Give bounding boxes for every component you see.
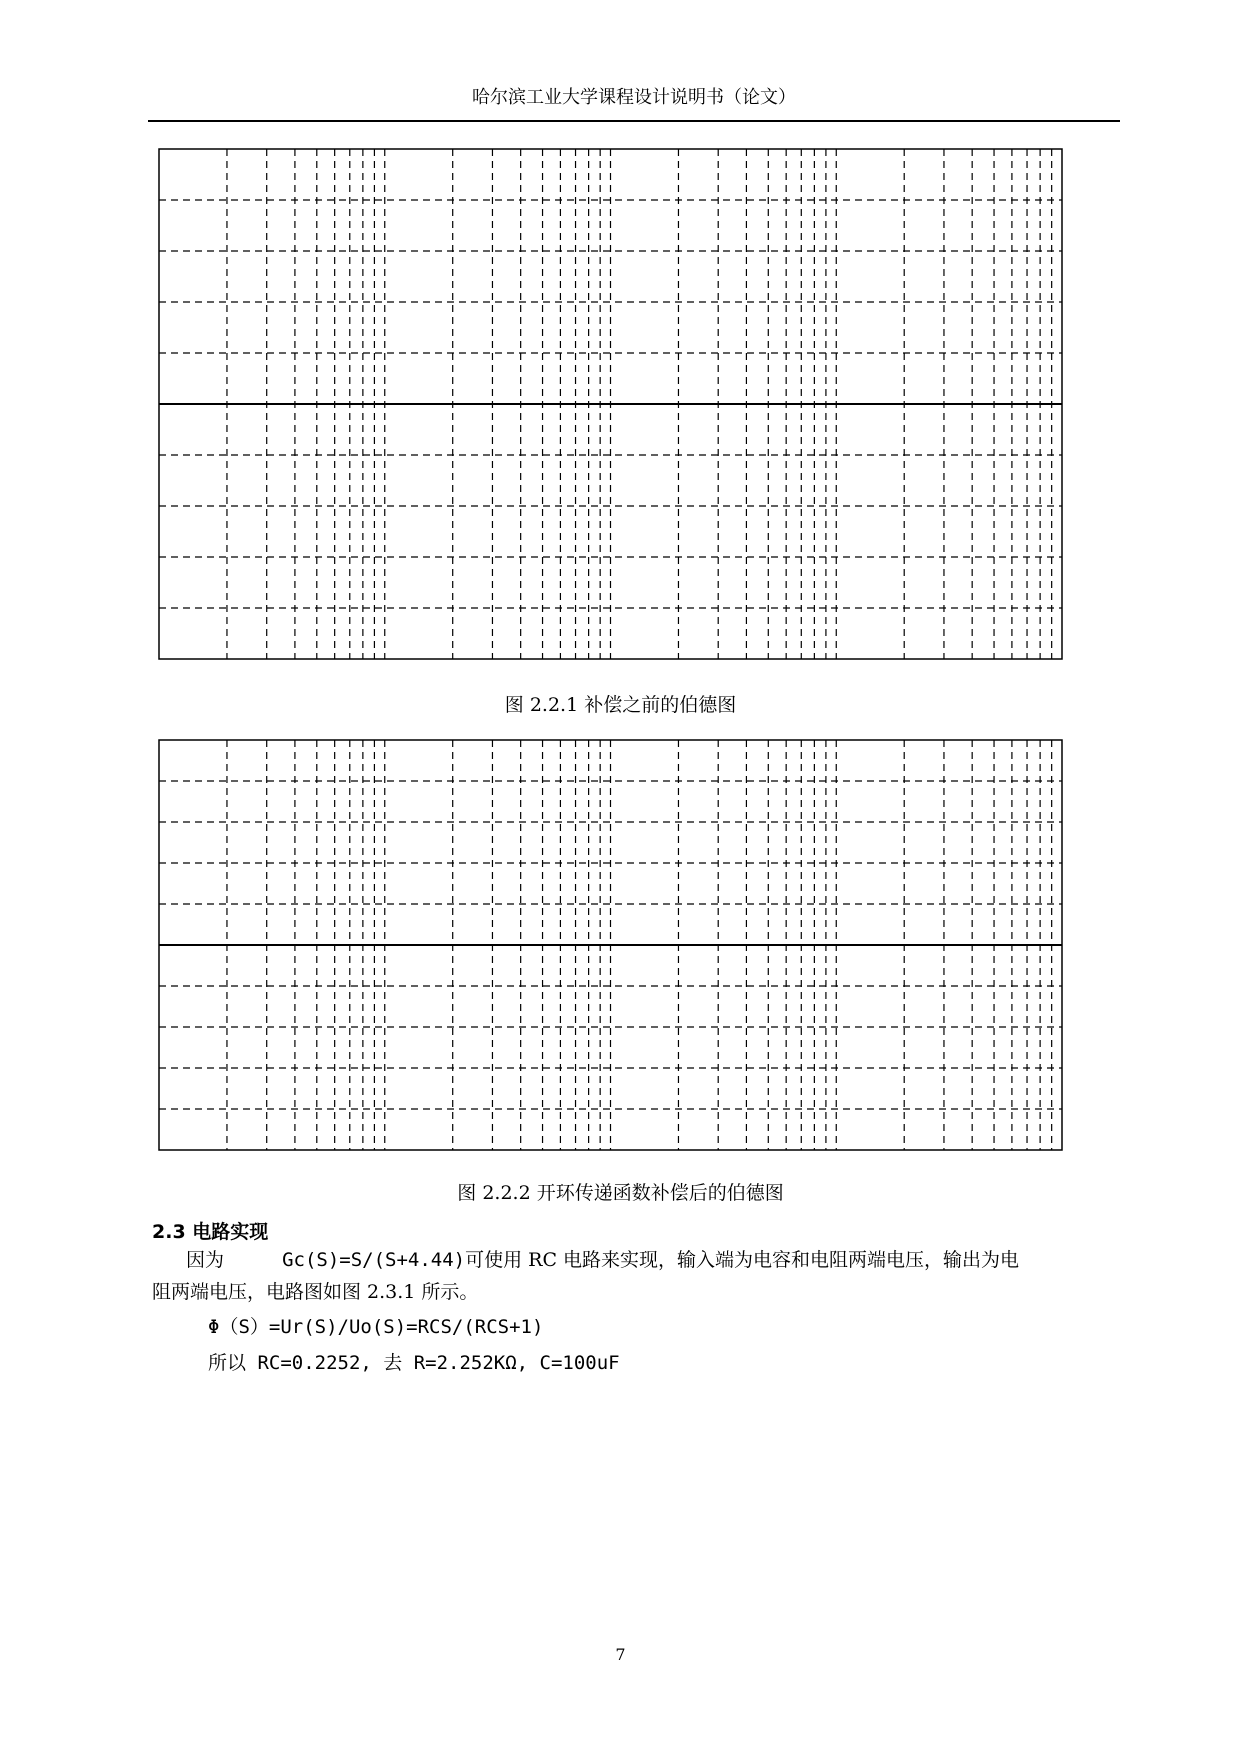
page-number: 7 xyxy=(615,1645,626,1664)
transfer-function: Gc(S)=S/(S+4.44) xyxy=(282,1249,466,1271)
paragraph-1 xyxy=(152,1244,1122,1308)
figure-caption-1: 图 2.2.1 补偿之前的伯德图 xyxy=(504,694,737,716)
figure-caption-2: 图 2.2.2 开环传递函数补偿后的伯德图 xyxy=(457,1182,784,1204)
page-header xyxy=(148,82,1120,122)
para1-lead: 因为 xyxy=(186,1249,225,1271)
bode-plot-after xyxy=(158,739,1063,1151)
formula-line: Φ（S）=Ur(S)/Uo(S)=RCS/(RCS+1) xyxy=(208,1316,544,1338)
section-heading: 2.3 电路实现 xyxy=(152,1221,269,1243)
bode-plot-before xyxy=(158,148,1063,660)
header-title: 哈尔滨工业大学课程设计说明书（论文） xyxy=(472,87,796,108)
bode-plot-before-grid xyxy=(158,148,1063,660)
para1-end: 阻两端电压，电路图如图 2.3.1 所示。 xyxy=(152,1281,479,1303)
bode-plot-after-grid xyxy=(158,739,1063,1151)
para1-rest: 可使用 RC 电路来实现，输入端为电容和电阻两端电压，输出为电 xyxy=(465,1249,1020,1271)
result-line: 所以 RC=0.2252, 去 R=2.252KΩ, C=100uF xyxy=(208,1352,620,1374)
